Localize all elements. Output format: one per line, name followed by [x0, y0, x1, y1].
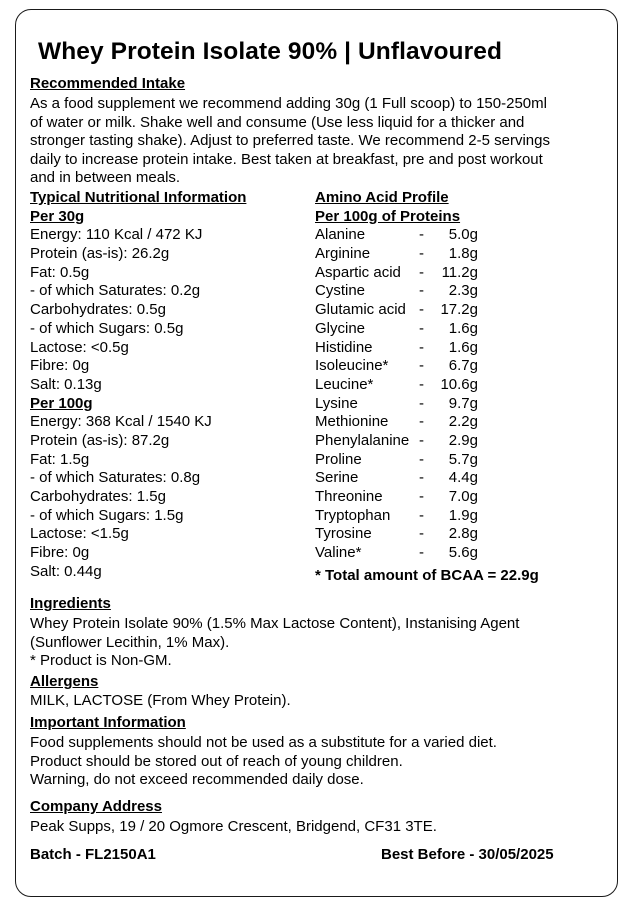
amino-acid-name: Phenylalanine [315, 431, 410, 449]
ingredients-line: (Sunflower Lecithin, 1% Max). [30, 633, 230, 651]
amino-acid-dash: - [419, 357, 424, 375]
amino-acid-value: 7.0g [448, 488, 478, 505]
per-100g-heading: Per 100g [30, 394, 93, 412]
amino-acid-dash: - [419, 394, 424, 412]
amino-acid-row [315, 301, 605, 320]
amino-acid-row [315, 469, 605, 488]
amino-acid-value: 9.7g [448, 394, 478, 412]
amino-acid-dash: - [419, 319, 424, 337]
amino-acid-value: 2.9g [448, 431, 478, 449]
amino-acid-value: 17.2g [440, 301, 478, 319]
recommended-line: As a food supplement we recommend adding 30g (1 Full scoop) to 150-250ml [30, 95, 547, 112]
amino-acid-value: 4.4g [448, 469, 478, 487]
recommended-intake-text [30, 95, 550, 188]
amino-acid-name: Leucine* [315, 375, 374, 393]
amino-acid-name: Threonine [315, 488, 383, 505]
important-line: Warning, do not exceed recommended daily dose. [30, 771, 364, 788]
amino-acid-value: 5.6g [448, 544, 478, 562]
amino-acid-row [315, 432, 605, 451]
amino-acid-dash: - [419, 431, 424, 449]
amino-acid-row [315, 264, 605, 283]
per-30g-heading: Per 30g [30, 207, 85, 225]
nutrition-row: Fat: 0.5g [30, 263, 90, 281]
important-info-text [30, 734, 497, 790]
amino-acid-name: Aspartic acid [315, 263, 401, 281]
amino-acid-dash: - [419, 226, 424, 244]
company-address-text [30, 818, 437, 837]
amino-acid-dash: - [419, 506, 424, 524]
important-line: Product should be stored out of reach of young children. [30, 752, 403, 770]
amino-acid-name: Proline [315, 450, 362, 468]
amino-acid-value: 1.6g [448, 338, 478, 356]
amino-acid-name: Glutamic acid [315, 301, 406, 319]
important-line: Food supplements should not be used as a substitute for a varied diet. [30, 734, 497, 751]
amino-acid-value: 1.9g [448, 506, 478, 524]
amino-acid-value: 1.6g [448, 319, 478, 337]
nutrition-row: Carbohydrates: 0.5g [30, 301, 166, 319]
amino-acid-dash: - [419, 301, 424, 319]
amino-acid-name: Methionine [315, 413, 389, 431]
amino-acid-row [315, 525, 605, 544]
amino-acid-dash: - [419, 245, 424, 263]
nutrition-row: Fat: 1.5g [30, 450, 90, 468]
amino-acid-value: 5.0g [448, 226, 478, 244]
amino-acid-name: Lysine [315, 394, 358, 412]
allergens-line: MILK, LACTOSE (From Whey Protein). [30, 692, 291, 709]
nutrition-row: - of which Sugars: 0.5g [30, 319, 184, 337]
ingredients-heading: Ingredients [30, 595, 111, 612]
nutrition-row: Lactose: <1.5g [30, 525, 129, 543]
amino-acid-name: Tryptophan [315, 506, 391, 524]
nutrition-row: - of which Saturates: 0.2g [30, 282, 201, 300]
nutrition-heading: Typical Nutritional Information [30, 189, 247, 206]
amino-acid-value: 2.2g [448, 413, 478, 431]
amino-acid-value: 2.8g [448, 525, 478, 543]
amino-acid-name: Arginine [315, 245, 371, 263]
amino-acid-row [315, 339, 605, 358]
amino-acid-dash: - [419, 544, 424, 562]
batch-number: Batch - FL2150A1 [30, 846, 156, 863]
amino-acid-dash: - [419, 469, 424, 487]
recommended-line: stronger tasting shake). Adjust to preferred taste. We recommend 2-5 servings [30, 132, 550, 149]
recommended-line: daily to increase protein intake. Best taken at breakfast, pre and post workout [30, 150, 543, 168]
amino-acid-name: Glycine [315, 319, 366, 337]
product-title: Whey Protein Isolate 90% | Unflavoured [38, 38, 503, 65]
amino-acid-name: Isoleucine* [315, 357, 389, 375]
amino-acid-row [315, 451, 605, 470]
nutrition-row: Energy: 368 Kcal / 1540 KJ [30, 413, 212, 431]
ingredients-line: * Product is Non-GM. [30, 652, 172, 669]
amino-acid-dash: - [419, 282, 424, 300]
amino-acid-row [315, 395, 605, 414]
recommended-intake-heading: Recommended Intake [30, 75, 186, 92]
amino-acid-row [315, 488, 605, 507]
amino-acid-row [315, 245, 605, 264]
amino-acid-dash: - [419, 338, 424, 356]
allergens-text [30, 692, 291, 711]
nutrition-row: - of which Sugars: 1.5g [30, 506, 184, 524]
bcaa-total: * Total amount of BCAA = 22.9g [315, 567, 539, 584]
nutrition-row: Carbohydrates: 1.5g [30, 488, 166, 505]
amino-acid-dash: - [419, 488, 424, 505]
nutrition-row: Lactose: <0.5g [30, 338, 129, 356]
amino-acid-row [315, 507, 605, 526]
amino-heading: Amino Acid Profile [315, 189, 449, 206]
amino-acid-value: 2.3g [448, 282, 478, 300]
nutrition-row: Salt: 0.13g [30, 375, 102, 393]
amino-acid-name: Histidine [315, 338, 373, 356]
amino-acid-value: 1.8g [448, 245, 478, 263]
amino-acid-table [315, 189, 605, 563]
nutrition-table [30, 189, 300, 581]
nutrition-row: Protein (as-is): 87.2g [30, 431, 170, 449]
recommended-line: and in between meals. [30, 169, 181, 186]
ingredients-text [30, 615, 519, 671]
amino-acid-dash: - [419, 263, 424, 281]
amino-acid-row [315, 376, 605, 395]
company-address-heading: Company Address [30, 798, 162, 815]
amino-acid-row [315, 357, 605, 376]
nutrition-row: Protein (as-is): 26.2g [30, 245, 170, 263]
nutrition-row: - of which Saturates: 0.8g [30, 469, 201, 487]
amino-acid-value: 6.7g [448, 357, 478, 375]
amino-acid-name: Serine [315, 469, 359, 487]
amino-acid-row [315, 320, 605, 339]
amino-acid-value: 5.7g [448, 450, 478, 468]
important-info-heading: Important Information [30, 714, 186, 731]
nutrition-row: Energy: 110 Kcal / 472 KJ [30, 226, 203, 244]
amino-acid-name: Alanine [315, 226, 366, 244]
amino-acid-name: Cystine [315, 282, 366, 300]
nutrition-row: Salt: 0.44g [30, 562, 102, 580]
ingredients-line: Whey Protein Isolate 90% (1.5% Max Lactose Content), Instanising Agent [30, 615, 520, 632]
best-before-date: Best Before - 30/05/2025 [381, 846, 554, 863]
nutrition-row: Fibre: 0g [30, 357, 90, 375]
allergens-heading: Allergens [30, 673, 99, 690]
amino-acid-name: Valine* [315, 544, 362, 562]
amino-acid-dash: - [419, 450, 424, 468]
amino-acid-dash: - [419, 375, 424, 393]
recommended-line: of water or milk. Shake well and consume (Use less liquid for a thicker and [30, 113, 525, 131]
amino-acid-name: Tyrosine [315, 525, 372, 543]
amino-acid-value: 11.2g [441, 263, 478, 281]
amino-subheading: Per 100g of Proteins [315, 207, 461, 225]
amino-acid-dash: - [419, 413, 424, 431]
amino-acid-row [315, 413, 605, 432]
amino-acid-row [315, 544, 605, 563]
amino-acid-row [315, 226, 605, 245]
nutrition-row: Fibre: 0g [30, 544, 90, 562]
company-address-line: Peak Supps, 19 / 20 Ogmore Crescent, Bridgend, CF31 3TE. [30, 818, 437, 835]
amino-acid-dash: - [419, 525, 424, 543]
amino-acid-row [315, 282, 605, 301]
amino-acid-value: 10.6g [440, 375, 478, 393]
